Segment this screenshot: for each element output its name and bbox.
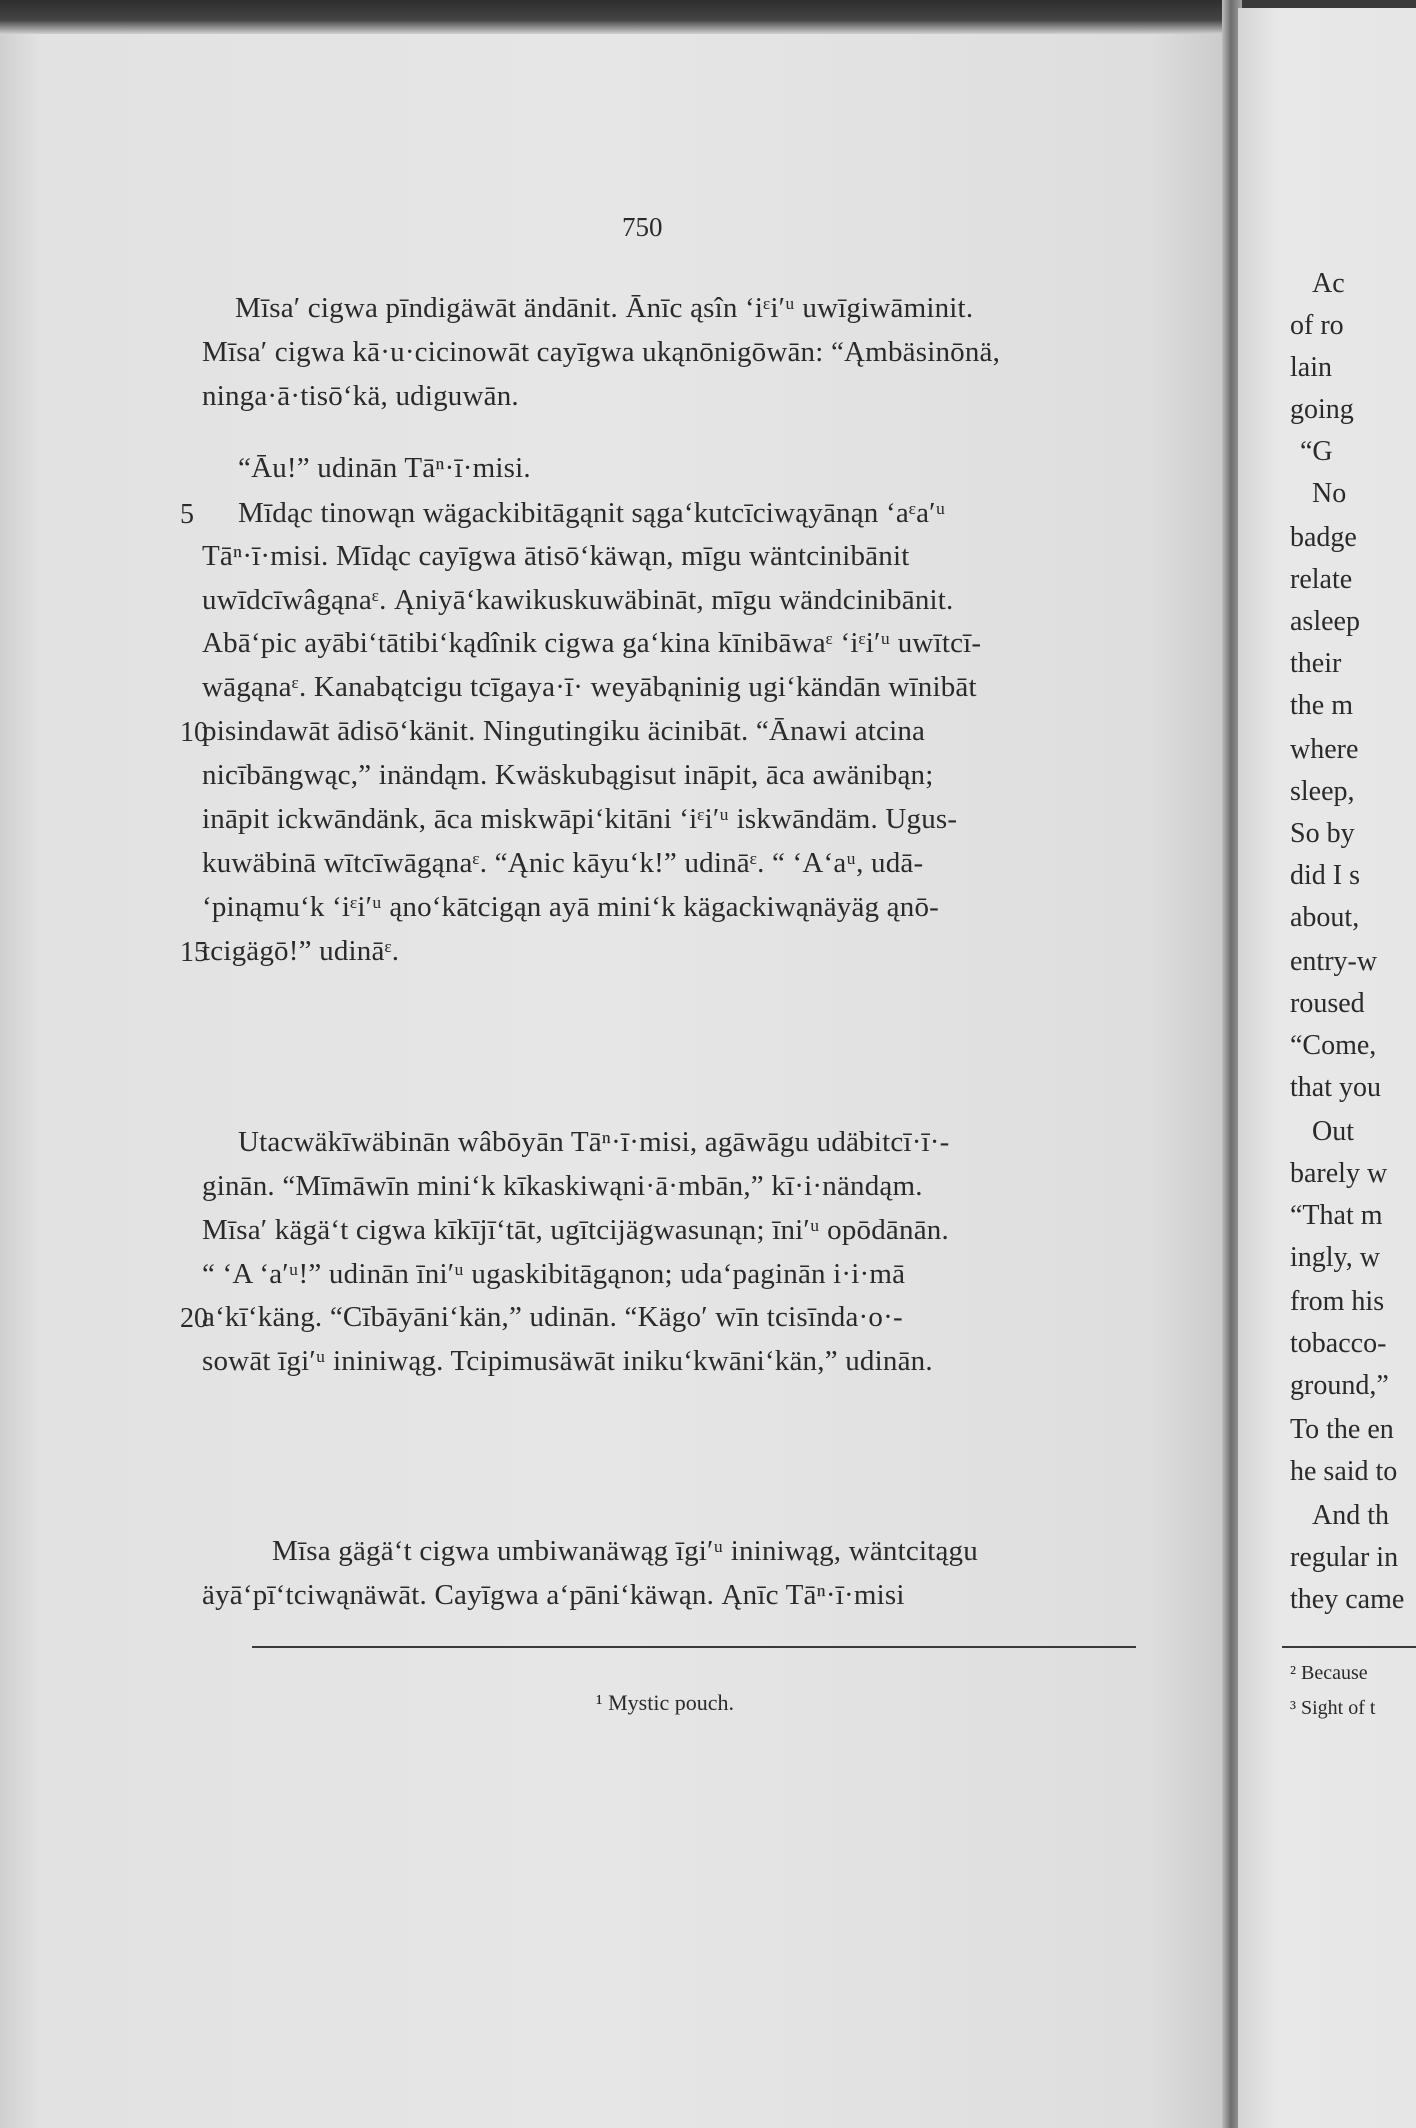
- right-text-line: So by: [1290, 818, 1355, 849]
- right-text-line: entry-w: [1290, 946, 1378, 977]
- right-text-line: lain: [1290, 352, 1332, 383]
- right-text-line: about,: [1290, 902, 1360, 933]
- right-text-line: ground,”: [1290, 1370, 1389, 1401]
- text-line: kuwäbinā wītcīwāgąnaᵋ. “Ąnic kāyu‘k!” udināᵋ. “ ‘A‘aᵘ, udā-: [202, 847, 924, 879]
- right-text-line: “That m: [1290, 1200, 1383, 1231]
- right-text-line: regular in: [1290, 1542, 1399, 1573]
- right-text-line: of ro: [1290, 310, 1344, 341]
- text-line: Mīsa′ cigwa kā·u·cicinowāt cayīgwa ukąnōnigōwān: “Ąmbäsinōnä,: [202, 336, 1001, 368]
- right-text-line: “G: [1300, 436, 1333, 467]
- right-text-line: from his: [1290, 1286, 1385, 1317]
- text-line: ninga·ā·tisō‘kä, udiguwān.: [202, 380, 519, 412]
- line-number: 10: [180, 717, 208, 748]
- right-footnote: ² Because: [1290, 1662, 1368, 1684]
- page-top-edge: [0, 0, 1232, 34]
- text-line: wāgąnaᵋ. Kanabątcigu tcīgaya·ī· weyābąninig ugi‘kändān wīnibāt: [202, 671, 977, 703]
- right-text-line: roused: [1290, 988, 1365, 1019]
- right-text-line: barely w: [1290, 1158, 1388, 1189]
- text-line: Mīsa gägä‘t cigwa umbiwanäwąg īgi′ᵘ ininiwąg, wäntcitągu: [272, 1535, 978, 1567]
- right-text-line: did I s: [1290, 860, 1360, 891]
- footnote: ¹ Mystic pouch.: [596, 1690, 734, 1715]
- right-text-line: No: [1312, 478, 1347, 509]
- text-line: a‘kī‘käng. “Cībāyāni‘kän,” udinān. “Kägo′ wīn tcisīnda·o·-: [202, 1301, 903, 1333]
- text-line: “ ‘A ‘a′ᵘ!” udinān īni′ᵘ ugaskibitāgąnon; uda‘paginān i·i·mā: [202, 1258, 906, 1290]
- text-line: ginān. “Mīmāwīn mini‘k kīkaskiwąni·ā·mbān,” kī·i·nändąm.: [202, 1170, 923, 1202]
- right-text-line: the m: [1290, 690, 1353, 721]
- text-line: ‘pinąmu‘k ‘iᵋi′ᵘ ąno‘kātcigąn ayā mini‘k kägackiwąnäyäg ąnō-: [202, 891, 940, 923]
- right-text-line: their: [1290, 648, 1342, 679]
- text-line: nicībāngwąc,” inändąm. Kwäskubągisut ināpit, āca awänibąn;: [202, 759, 934, 791]
- text-line: tcigägō!” udināᵋ.: [202, 935, 400, 967]
- page-number: 750: [622, 212, 663, 242]
- text-line: Mīsa′ kägä‘t cigwa kīkījī‘tāt, ugītcijägwasunąn; īni′ᵘ opōdānān.: [202, 1214, 949, 1246]
- right-text-line: where: [1290, 734, 1359, 765]
- text-line: Mīsa′ cigwa pīndigäwāt ändānit. Ānīc ąsîn ‘iᵋi′ᵘ uwīgiwāminit.: [235, 292, 974, 324]
- right-text-line: they came: [1290, 1584, 1405, 1615]
- right-text-line: he said to: [1290, 1456, 1398, 1487]
- right-text-line: badge: [1290, 522, 1357, 553]
- text-line: äyā‘pī‘tciwąnäwāt. Cayīgwa a‘pāni‘käwąn. Ąnīc Tāⁿ·ī·misi: [202, 1579, 905, 1611]
- right-footnote-rule: [1282, 1646, 1416, 1648]
- right-text-line: asleep: [1290, 606, 1360, 637]
- footnote-rule: [252, 1646, 1136, 1648]
- text-line: ināpit ickwāndänk, āca miskwāpi‘kitāni ‘iᵋi′ᵘ iskwāndäm. Ugus-: [202, 803, 958, 835]
- right-text-line: sleep,: [1290, 776, 1355, 807]
- right-footnote: ³ Sight of t: [1290, 1697, 1376, 1719]
- right-text-line: going: [1290, 394, 1354, 425]
- right-text-line: “Come,: [1290, 1030, 1377, 1061]
- text-line: Utacwäkīwäbinān wâbōyān Tāⁿ·ī·misi, agāwāgu udäbitcī·ī·-: [238, 1126, 950, 1158]
- text-line: Abā‘pic ayābi‘tātibi‘kądînik cigwa ga‘kina kīnibāwaᵋ ‘iᵋi′ᵘ uwītcī-: [202, 627, 982, 659]
- right-text-line: that you: [1290, 1072, 1381, 1103]
- right-text-line: relate: [1290, 564, 1353, 595]
- right-text-line: tobacco-: [1290, 1328, 1387, 1359]
- right-text-line: To the en: [1290, 1414, 1394, 1445]
- text-line: uwīdcīwâgąnaᵋ. Ąniyā‘kawikuskuwäbināt, mīgu wändcinibānit.: [202, 584, 954, 616]
- line-number: 20: [180, 1303, 208, 1334]
- right-text-line: And th: [1312, 1500, 1389, 1531]
- right-text-line: Out: [1312, 1116, 1354, 1147]
- text-line: sowāt īgi′ᵘ ininiwąg. Tcipimusäwāt iniku‘kwāni‘kän,” udinān.: [202, 1345, 933, 1377]
- text-line: “Āu!” udinān Tāⁿ·ī·misi.: [238, 452, 531, 484]
- right-text-line: ingly, w: [1290, 1242, 1380, 1273]
- text-line: Mīdąc tinowąn wägackibitāgąnit sąga‘kutcīciwąyānąn ‘aᵋa′ᵘ: [238, 497, 946, 529]
- line-number: 5: [180, 499, 194, 530]
- text-line: pisindawāt ādisō‘känit. Ningutingiku äcinibāt. “Ānawi atcina: [202, 715, 926, 747]
- line-number: 15: [180, 937, 208, 968]
- text-line: Tāⁿ·ī·misi. Mīdąc cayīgwa ātisō‘käwąn, mīgu wäntcinibānit: [202, 540, 910, 572]
- right-text-line: Ac: [1312, 268, 1345, 299]
